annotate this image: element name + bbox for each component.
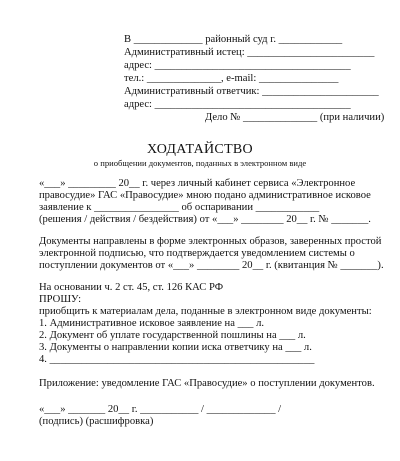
address-line-2: адрес: _____________________________________: [124, 99, 351, 110]
paragraph-2-line: поступлении документов от «___» ________ 20__ г. (квитанция № _______).: [39, 260, 384, 271]
paragraph-1-line: «___» _________ 20__ г. через личный кабинет сервиса «Электронное: [39, 178, 356, 189]
signature-caption: (подпись) (расшифровка): [39, 416, 154, 427]
document-list-item: 1. Административное исковое заявление на ___ л.: [39, 318, 265, 329]
paragraph-2-line: Документы направлены в форме электронных образов, заверенных простой: [39, 236, 382, 247]
document-list-item: 3. Документы о направлении копии иска ответчику на ___ л.: [39, 342, 312, 353]
paragraph-2-line: электронной подписью, что подтверждается уведомлением системы о: [39, 248, 355, 259]
request-label: ПРОШУ:: [39, 294, 82, 305]
paragraph-1-line: (решения / действия / бездействия) от «___» ________ 20__ г. № _______.: [39, 214, 371, 225]
case-number-line: Дело № ______________ (при наличии): [205, 112, 385, 123]
request-intro: приобщить к материалам дела, поданные в электронном виде документы:: [39, 306, 372, 317]
document-list-item: 2. Документ об уплате государственной пошлины на ___ л.: [39, 330, 306, 341]
document-subtitle: о приобщении документов, поданных в электронном виде: [93, 158, 307, 168]
document-list-item: 4. __________________________________________________: [39, 354, 315, 365]
court-line: В _____________ районный суд г. ____________: [124, 34, 343, 45]
legal-basis: На основании ч. 2 ст. 45, ст. 126 КАС РФ: [39, 282, 224, 293]
attachment-line: Приложение: уведомление ГАС «Правосудие» о поступлении документов.: [39, 378, 375, 389]
paragraph-1-line: правосудие» ГАС «Правосудие» мною подано административное исковое: [39, 190, 371, 201]
contacts-line: тел.: ______________, e-mail: _______________: [124, 73, 339, 84]
defendant-line: Административный ответчик: ______________________: [124, 86, 379, 97]
plaintiff-line: Административный истец: ________________________: [124, 47, 375, 58]
document-title: ХОДАТАЙСТВО: [147, 142, 253, 157]
paragraph-1-line: заявление к ________________ об оспаривании ____________: [39, 202, 320, 213]
address-line-1: адрес: _____________________________________: [124, 60, 351, 71]
signature-line: «___» _______ 20__ г. ___________ / _____________ /: [39, 404, 282, 415]
